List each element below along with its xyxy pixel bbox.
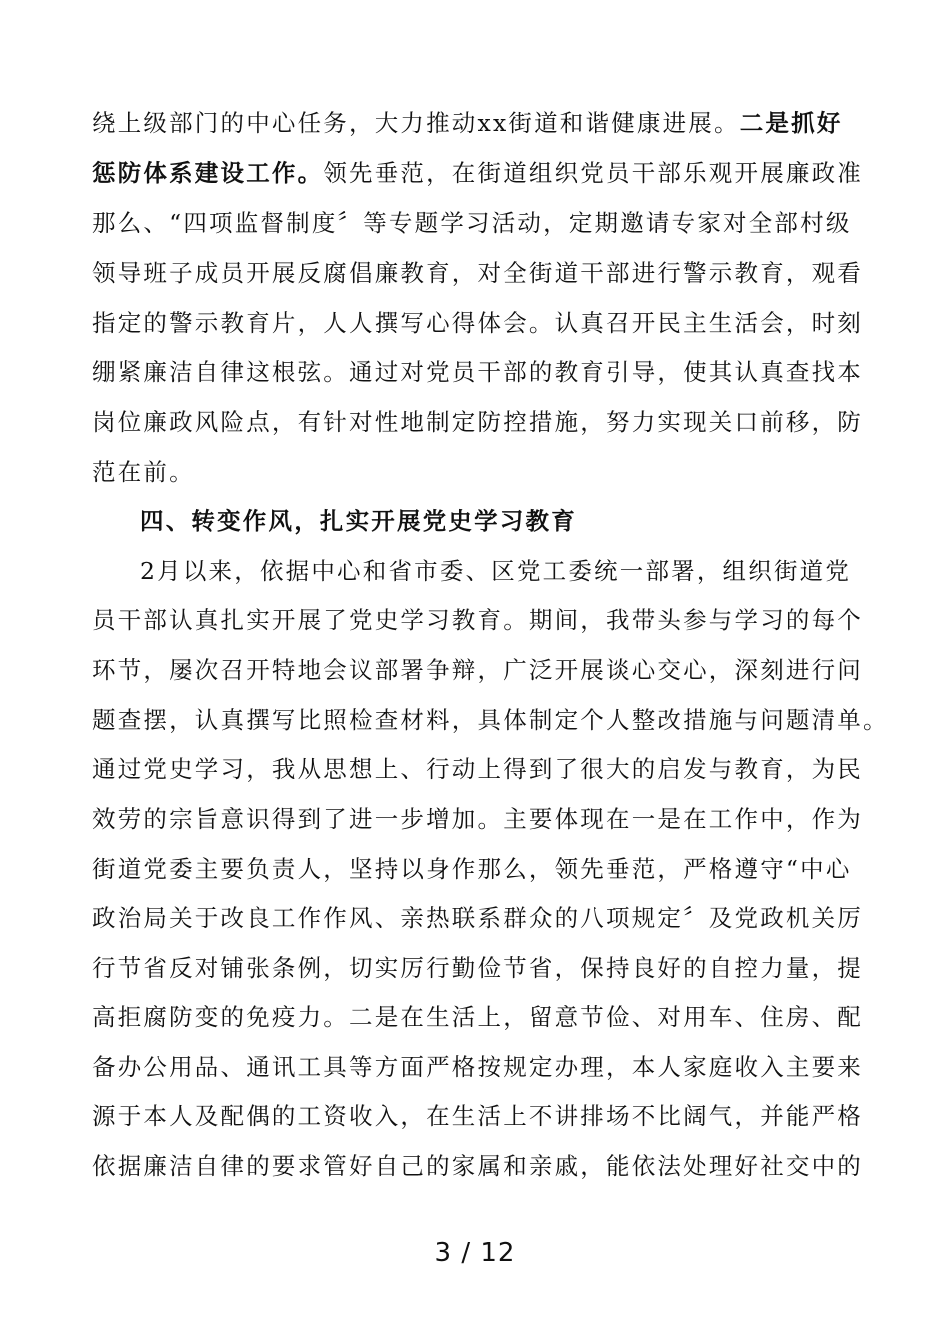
paragraph-line: 高拒腐防变的免疫力。二是在生活上，留意节俭、对用车、住房、配 — [92, 1003, 863, 1031]
paragraph-line — [92, 158, 872, 188]
body-text: 领先垂范，在街道组织党员干部乐观开展廉政准 — [323, 159, 864, 187]
paragraph-line: 那么、“四项监督制度〞等专题学习活动，定期邀请专家对全部村级 — [92, 209, 852, 237]
paragraph-line: 题查摆，认真撰写比照检查材料，具体制定个人整改措施与问题清单。 — [92, 706, 889, 734]
bold-lead-text: 二是抓好 — [739, 109, 843, 137]
paragraph-line: 源于本人及配偶的工资收入，在生活上不讲排场不比阔气，并能严格 — [92, 1102, 863, 1130]
paragraph-first-line: 2月以来，依据中心和省市委、区党工委统一部署，组织街道党 — [140, 557, 852, 585]
paragraph-line: 指定的警示教育片，人人撰写心得体会。认真召开民主生活会，时刻 — [92, 309, 863, 337]
section-heading: 四、转变作风，扎实开展党史学习教育 — [140, 507, 577, 535]
paragraph-line: 环节，屡次召开特地会议部署争辩，广泛开展谈心交心，深刻进行问 — [92, 656, 863, 684]
paragraph-line: 行节省反对铺张条例，切实厉行勤俭节省，保持良好的自控力量，提 — [92, 954, 863, 982]
paragraph-line: 岗位廉政风险点，有针对性地制定防控措施，努力实现关口前移，防 — [92, 408, 863, 436]
paragraph-line: 政治局关于改良工作作风、亲热联系群众的八项规定〞及党政机关厉 — [92, 904, 863, 932]
paragraph-line: 备办公用品、通讯工具等方面严格按规定办理，本人家庭收入主要来 — [92, 1053, 863, 1081]
paragraph-line: 领导班子成员开展反腐倡廉教育，对全街道干部进行警示教育，观看 — [92, 259, 863, 287]
body-text: 绕上级部门的中心任务，大力推动xx街道和谐健康进展。 — [92, 109, 740, 137]
paragraph-line: 通过党史学习，我从思想上、行动上得到了很大的启发与教育，为民 — [92, 755, 863, 783]
paragraph-line: 绷紧廉洁自律这根弦。通过对党员干部的教育引导，使其认真查找本 — [92, 358, 863, 386]
paragraph-line — [92, 108, 872, 138]
bold-lead-text: 惩防体系建设工作。 — [92, 159, 324, 187]
paragraph-line: 员干部认真扎实开展了党史学习教育。期间，我带头参与学习的每个 — [92, 606, 863, 634]
paragraph-line: 范在前。 — [92, 458, 195, 486]
page-number: 3 / 12 — [434, 1238, 516, 1268]
paragraph-line: 依据廉洁自律的要求管好自己的家属和亲戚，能依法处理好社交中的 — [92, 1152, 863, 1180]
paragraph-line: 效劳的宗旨意识得到了进一步增加。主要体现在一是在工作中，作为 — [92, 805, 863, 833]
paragraph-line: 街道党委主要负责人，坚持以身作那么，领先垂范，严格遵守“中心 — [92, 855, 852, 883]
